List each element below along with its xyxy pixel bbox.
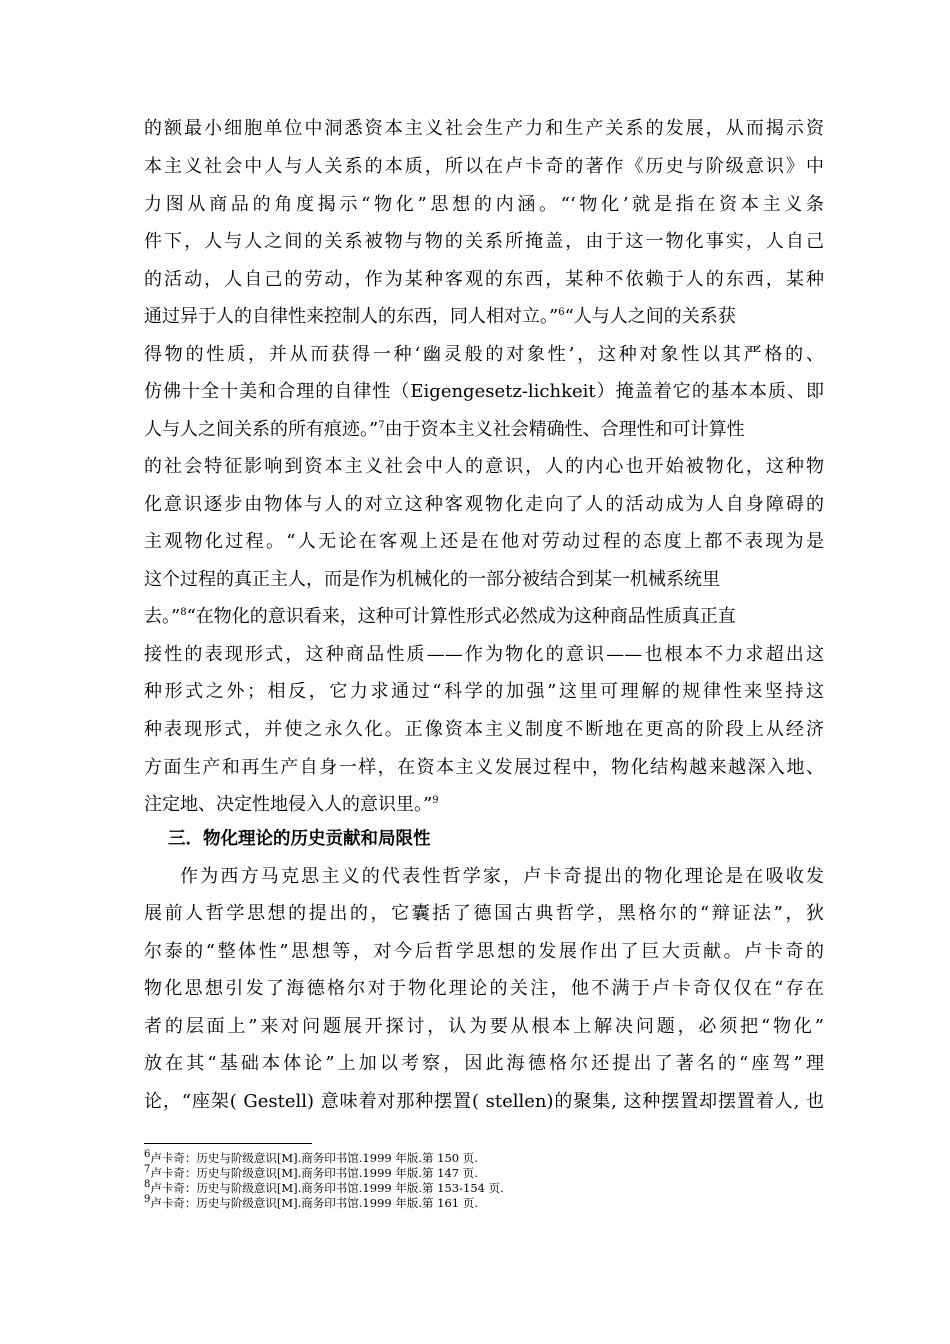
body-line: 件下，人与人之间的关系被物与物的关系所掩盖，由于这一物化事实，人自己 [144, 231, 824, 252]
text-segment: “人与人之间的关系获 [564, 306, 736, 327]
footnote-marker: 7 [378, 420, 385, 431]
body-line: 的活动，人自己的劳动，作为某种客观的东西，某种不依赖于人的东西，某种 [144, 269, 824, 290]
body-line: 仿佛十全十美和合理的自律性（Eigengesetz-lichkeit）掩盖着它的基本本质、即 [144, 381, 824, 402]
body-line: 方面生产和再生产自身一样，在资本主义发展过程中，物化结构越来越深入地、 [144, 757, 824, 778]
section-line: 展前人哲学思想的提出的，它囊括了德国古典哲学，黑格尔的“辩证法”，狄 [144, 903, 824, 924]
footnote-marker: 9 [432, 795, 439, 806]
footnote [144, 1166, 478, 1180]
body-line: 的社会特征影响到资本主义社会中人的意识，人的内心也开始被物化，这种物 [144, 456, 824, 477]
section-line: 尔泰的“整体性”思想等，对今后哲学思想的发展作出了巨大贡献。卢卡奇的 [144, 941, 824, 962]
text-segment: 去。” [144, 606, 181, 627]
body-line [144, 305, 824, 329]
body-line: 种表现形式，并使之永久化。正像资本主义制度不断地在更高的阶段上从经济 [144, 719, 824, 740]
footnote-text: 卢卡奇：历史与阶级意识[M].商务印书馆.1999 年版.第 147 页. [150, 1166, 478, 1180]
footnote-text: 卢卡奇：历史与阶级意识[M].商务印书馆.1999 年版.第 150 页. [150, 1151, 478, 1165]
body-line: 本主义社会中人与人关系的本质，所以在卢卡奇的著作《历史与阶级意识》中 [144, 156, 824, 177]
section-line: 物化思想引发了海德格尔对于物化理论的关注，他不满于卢卡奇仅仅在“存在 [144, 978, 824, 999]
body-line [144, 793, 824, 817]
text-segment: 人与人之间关系的所有痕迹。” [144, 419, 379, 440]
footnote-number: 8 [144, 1179, 151, 1191]
section-line: 放在其“基础本体论”上加以考察，因此海德格尔还提出了著名的“座驾”理 [144, 1053, 824, 1074]
footnote-number: 9 [144, 1194, 151, 1206]
text-segment: 注定地、决定性地侵入人的意识里。” [144, 794, 433, 815]
body-line: 化意识逐步由物体与人的对立这种客观物化走向了人的活动成为人自身障碍的 [144, 494, 824, 515]
footnote [144, 1181, 504, 1195]
footnote-text: 卢卡奇：历史与阶级意识[M].商务印书馆.1999 年版.第 161 页. [150, 1196, 478, 1210]
footnote-number: 6 [144, 1149, 151, 1161]
footnote-marker: 8 [180, 607, 187, 618]
text-segment: 由于资本主义社会精确性、合理性和可计算性 [384, 419, 745, 440]
text-segment: “在物化的意识看来，这种可计算性形式必然成为这种商品性质真正直 [186, 606, 736, 627]
body-line: 种形式之外；相反，它力求通过“科学的加强”这里可理解的规律性来坚持这 [144, 681, 824, 702]
section-line: 论，“座架( Gestell) 意味着对那种摆置( stellen)的聚集, 这种摆置却摆置着人, 也 [144, 1091, 824, 1112]
body-line: 接性的表现形式，这种商品性质——作为物化的意识——也根本不力求超出这 [144, 644, 824, 665]
section-line: 者的层面上”来对问题展开探讨，认为要从根本上解决问题，必须把“物化” [144, 1016, 824, 1037]
footnote [144, 1151, 478, 1165]
text-segment: 通过异于人的自律性来控制人的东西，同人相对立。” [144, 306, 559, 327]
body-line: 的额最小细胞单位中洞悉资本主义社会生产力和生产关系的发展，从而揭示资 [144, 118, 824, 139]
body-line [144, 605, 824, 629]
footnote-separator [144, 1143, 312, 1144]
body-line [144, 418, 824, 442]
footnote-number: 7 [144, 1164, 151, 1176]
footnote [144, 1196, 478, 1210]
section-line: 作为西方马克思主义的代表性哲学家，卢卡奇提出的物化理论是在吸收发 [180, 866, 824, 887]
footnote-marker: 6 [558, 307, 565, 318]
body-line: 得物的性质，并从而获得一种‘幽灵般的对象性’，这种对象性以其严格的、 [144, 344, 824, 365]
body-line: 主观物化过程。“人无论在客观上还是在他对劳动过程的态度上都不表现为是 [144, 531, 824, 552]
body-line: 这个过程的真正主人，而是作为机械化的一部分被结合到某一机械系统里 [144, 569, 720, 590]
section-heading: 三．物化理论的历史贡献和局限性 [168, 829, 431, 849]
body-line: 力图从商品的角度揭示“物化”思想的内涵。“‘物化’就是指在资本主义条 [144, 194, 824, 215]
footnote-text: 卢卡奇：历史与阶级意识[M].商务印书馆.1999 年版.第 153-154 页. [150, 1181, 504, 1195]
